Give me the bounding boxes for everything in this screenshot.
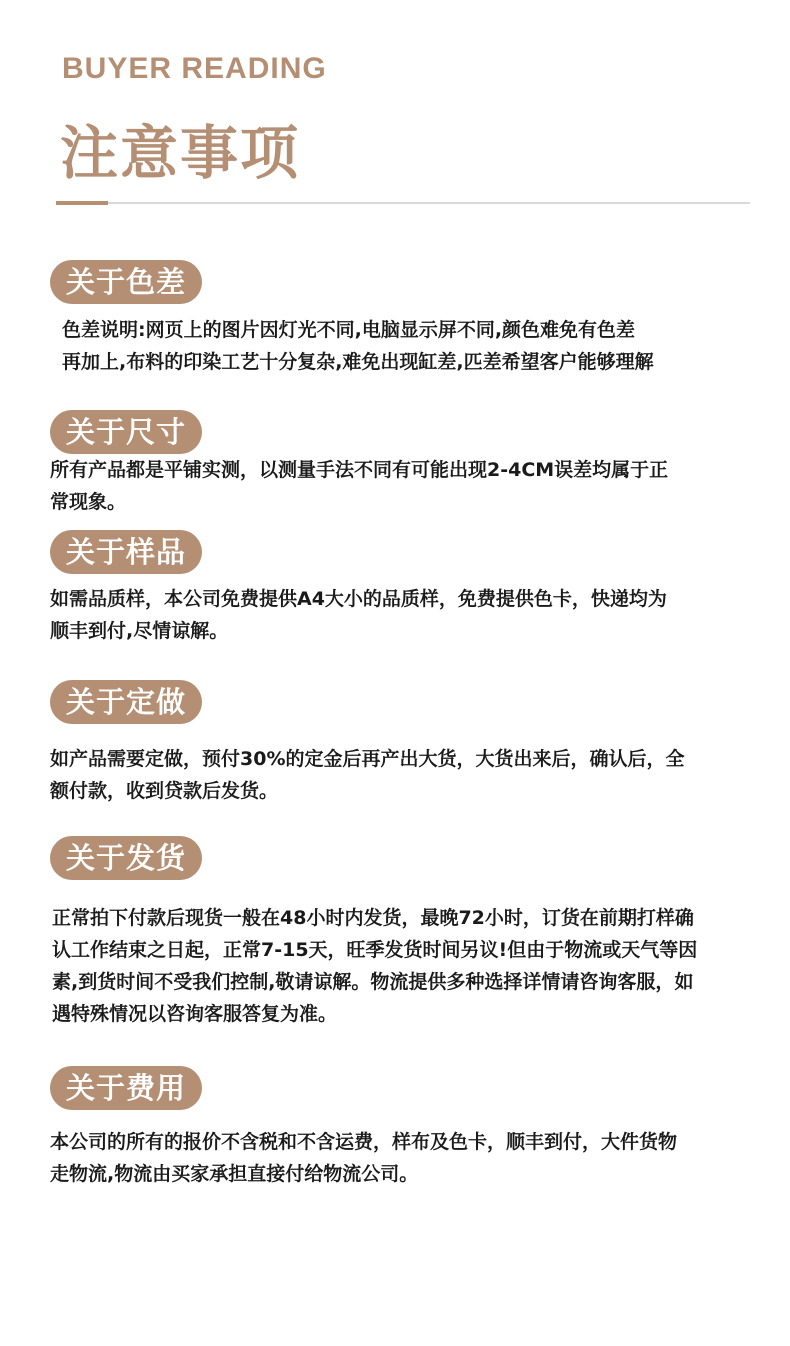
section-title-fees: 关于费用 xyxy=(50,1066,202,1110)
eyebrow-text: BUYER READING xyxy=(62,52,327,85)
section-body-samples xyxy=(50,583,667,647)
paragraph-line: 遇特殊情况以咨询客服答复为准。 xyxy=(52,1003,338,1025)
section-body-fees xyxy=(50,1126,677,1190)
section-body-color-difference xyxy=(62,314,654,378)
paragraph-line: 常现象。 xyxy=(50,491,127,513)
paragraph-line: 如产品需要定做，预付30%的定金后再产出大货，大货出来后，确认后，全 xyxy=(50,748,685,770)
header-divider xyxy=(56,202,750,204)
header-divider-accent xyxy=(56,201,108,205)
section-title-custom-order: 关于定做 xyxy=(50,680,202,724)
paragraph-line: 再加上,布料的印染工艺十分复杂,难免出现缸差,匹差希望客户能够理解 xyxy=(62,351,654,373)
paragraph-line: 素,到货时间不受我们控制,敬请谅解。物流提供多种选择详情请咨询客服，如 xyxy=(52,971,694,993)
section-body-size xyxy=(50,454,668,518)
section-title-size: 关于尺寸 xyxy=(50,410,202,454)
section-body-custom-order xyxy=(50,743,684,807)
paragraph-line: 顺丰到付,尽情谅解。 xyxy=(50,620,229,642)
section-title-samples: 关于样品 xyxy=(50,530,202,574)
paragraph-line: 额付款，收到贷款后发货。 xyxy=(50,780,279,802)
section-body-shipping xyxy=(52,902,697,1030)
paragraph-line: 认工作结束之日起，正常7-15天，旺季发货时间另议!但由于物流或天气等因 xyxy=(52,939,698,961)
paragraph-line: 如需品质样，本公司免费提供A4大小的品质样，免费提供色卡，快递均为 xyxy=(50,588,667,610)
section-title-color-difference: 关于色差 xyxy=(50,260,202,304)
paragraph-line: 色差说明:网页上的图片因灯光不同,电脑显示屏不同,颜色难免有色差 xyxy=(62,319,636,341)
paragraph-line: 正常拍下付款后现货一般在48小时内发货，最晚72小时，订货在前期打样确 xyxy=(52,907,694,929)
page-title: 注意事项 xyxy=(60,119,301,187)
paragraph-line: 所有产品都是平铺实测，以测量手法不同有可能出现2-4CM误差均属于正 xyxy=(50,459,669,481)
section-title-shipping: 关于发货 xyxy=(50,836,202,880)
paragraph-line: 走物流,物流由买家承担直接付给物流公司。 xyxy=(50,1163,419,1185)
paragraph-line: 本公司的所有的报价不含税和不含运费，样布及色卡，顺丰到付，大件货物 xyxy=(50,1131,678,1153)
